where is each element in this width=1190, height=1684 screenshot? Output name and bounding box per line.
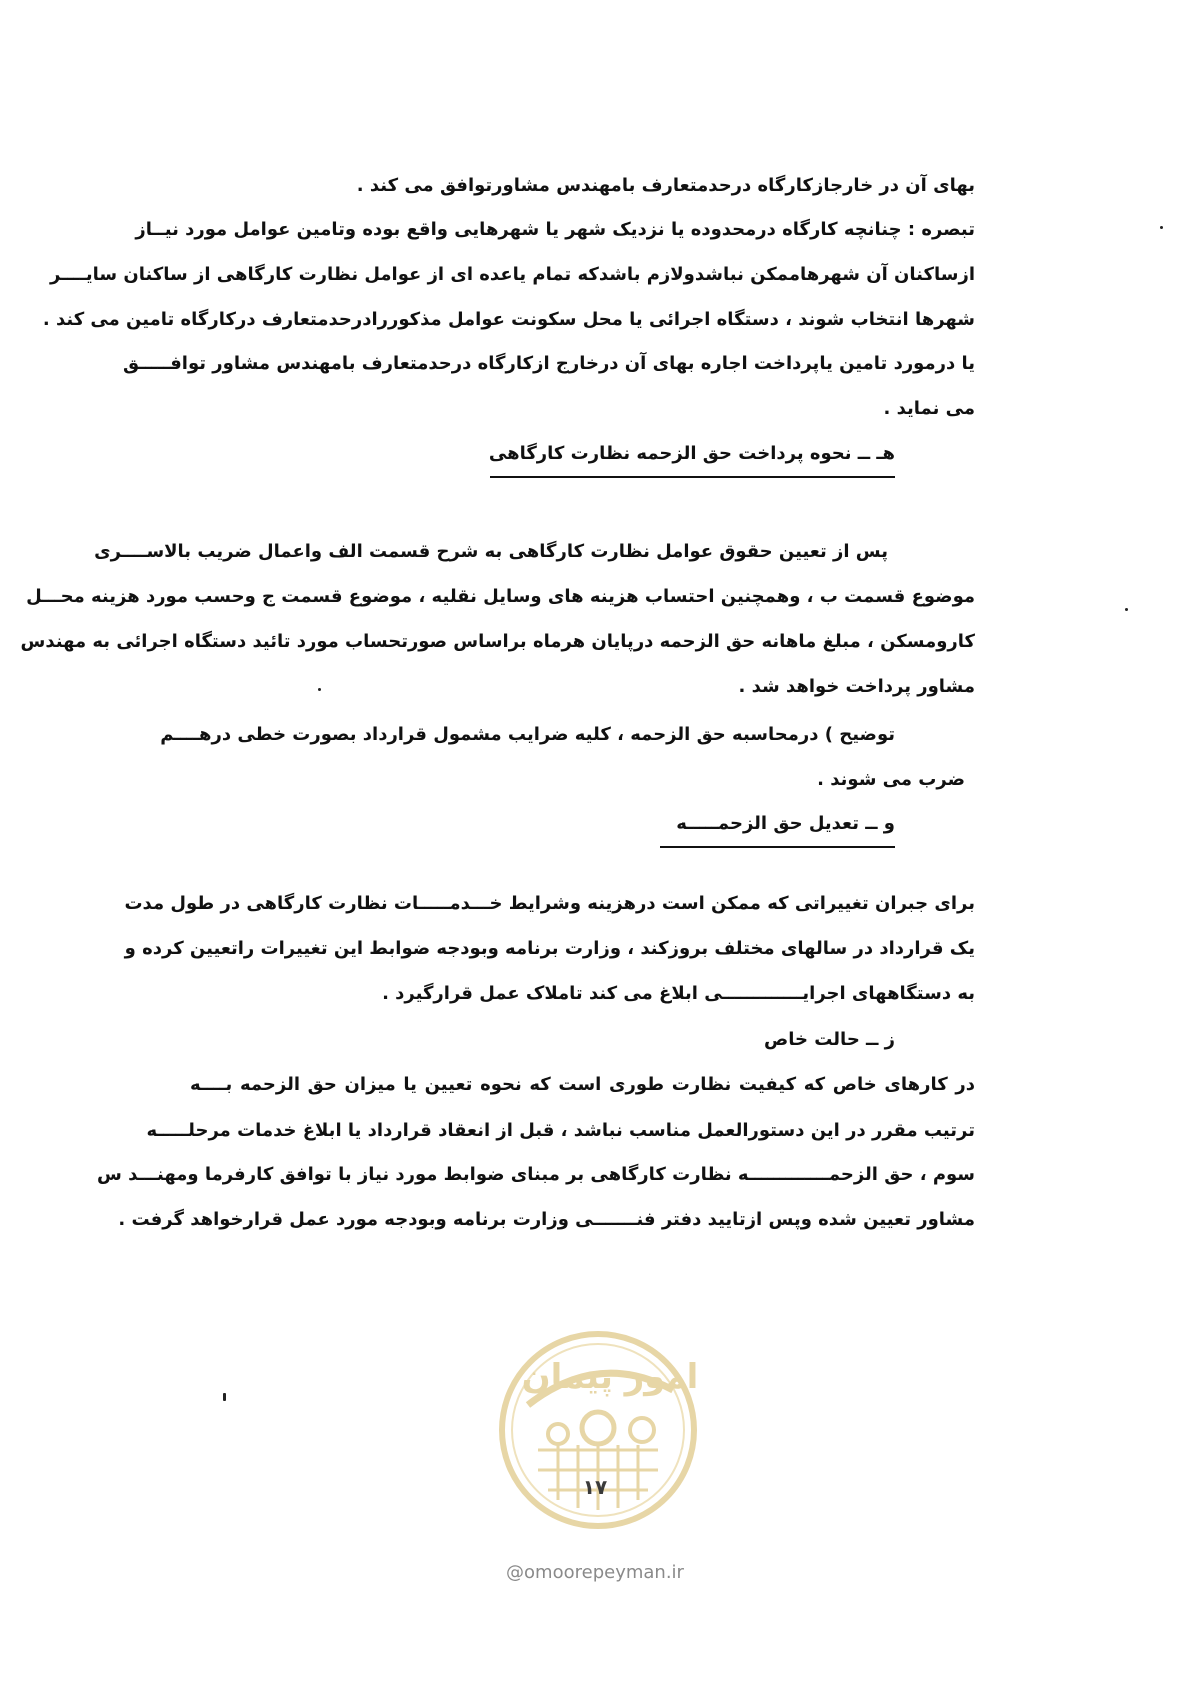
paragraph-4-line-3: به دستگاههای اجرایـــــــــــــی ابلاغ می کند تاملاک عمل قرارگیرد .: [382, 983, 975, 1004]
paragraph-2-line-5: می نماید .: [883, 398, 975, 419]
paragraph-5-line-3: سوم ، حق الزحمـــــــــــــه نظارت کارگاهی بر مبنای ضوابط مورد نیاز با توافق کارفرما ومهنـــد س: [97, 1164, 975, 1185]
scan-speck: [1125, 608, 1128, 611]
watermark-site-text: @omoorepeyman.ir: [506, 1562, 684, 1583]
paragraph-5-line-4: مشاور تعیین شده وپس ازتایید دفتر فنـــــــی وزارت برنامه وبودجه مورد عمل قرارخواهد گرفت .: [118, 1209, 975, 1230]
paragraph-5-line-2: ترتیب مقرر در این دستورالعمل مناسب نباشد ، قبل از انعقاد قرارداد یا ابلاغ خدمات مرحلـــــه: [146, 1120, 975, 1141]
scan-speck: [318, 688, 321, 691]
section-heading-z: ز ــ حالت خاص: [764, 1029, 895, 1050]
note-line-1: توضیح ) درمحاسبه حق الزحمه ، کلیه ضرایب مشمول قرارداد بصورت خطی درهــــم: [160, 724, 895, 745]
paragraph-2-line-1: تبصره : چنانچه کارگاه درمحدوده یا نزدیک شهر یا شهرهایی واقع بوده وتامین عوامل مورد نیــاز: [135, 219, 975, 240]
paragraph-2-line-4: یا درمورد تامین یاپرداخت اجاره بهای آن درخارج ازکارگاه درحدمتعارف بامهندس مشاور توافـــــق: [123, 353, 975, 374]
scan-speck: [1160, 226, 1163, 229]
watermark-logo-text: امور پیمان: [521, 1357, 699, 1397]
watermark-logo-icon: [498, 1330, 698, 1530]
note-line-2: ضرب می شوند .: [817, 769, 965, 790]
paragraph-4-line-2: یک قرارداد در سالهای مختلف بروزکند ، وزارت برنامه وبودجه ضوابط این تغییرات راتعیین کرده و: [124, 938, 975, 959]
paragraph-2-line-3: شهرها انتخاب شوند ، دستگاه اجرائی یا محل سکونت عوامل مذکوررادرحدمتعارف درکارگاه تامین می کند .: [42, 309, 975, 330]
paragraph-3-line-2: موضوع قسمت ب ، وهمچنین احتساب هزینه های وسایل نقلیه ، موضوع قسمت ج وحسب مورد هزینه محـــل: [26, 586, 975, 607]
paragraph-5-line-1: در کارهای خاص که کیفیت نظارت طوری است که نحوه تعیین یا میزان حق الزحمه بــــه: [190, 1074, 975, 1095]
scan-speck: [223, 1393, 226, 1401]
page-number: ١٧: [582, 1475, 608, 1499]
paragraph-3-line-1: پس از تعیین حقوق عوامل نظارت کارگاهی به شرح قسمت الف واعمال ضریب بالاســــری: [94, 541, 888, 562]
paragraph-4-line-1: برای جبران تغییراتی که ممکن است درهزینه وشرایط خـــدمـــــات نظارت کارگاهی در طول مدت: [124, 893, 975, 914]
paragraph-3-line-3: کارومسکن ، مبلغ ماهانه حق الزحمه درپایان هرماه براساس صورتحساب مورد تائید دستگاه اجرائی به مهندس: [20, 631, 975, 652]
paragraph-3-line-4: مشاور پرداخت خواهد شد .: [738, 676, 975, 697]
paragraph-2-line-2: ازساکنان آن شهرهاممکن نباشدولازم باشدکه تمام یاعده ای از عوامل نظارت کارگاهی از ساکنان سایــــر: [50, 264, 975, 285]
section-heading-v: و ــ تعدیل حق الزحمـــــه: [660, 810, 895, 848]
paragraph-1-line-1: بهای آن در خارجازکارگاه درحدمتعارف بامهندس مشاورتوافق می کند .: [356, 175, 975, 196]
section-heading-h: هـ ــ نحوه پرداخت حق الزحمه نظارت کارگاهی: [490, 440, 895, 478]
